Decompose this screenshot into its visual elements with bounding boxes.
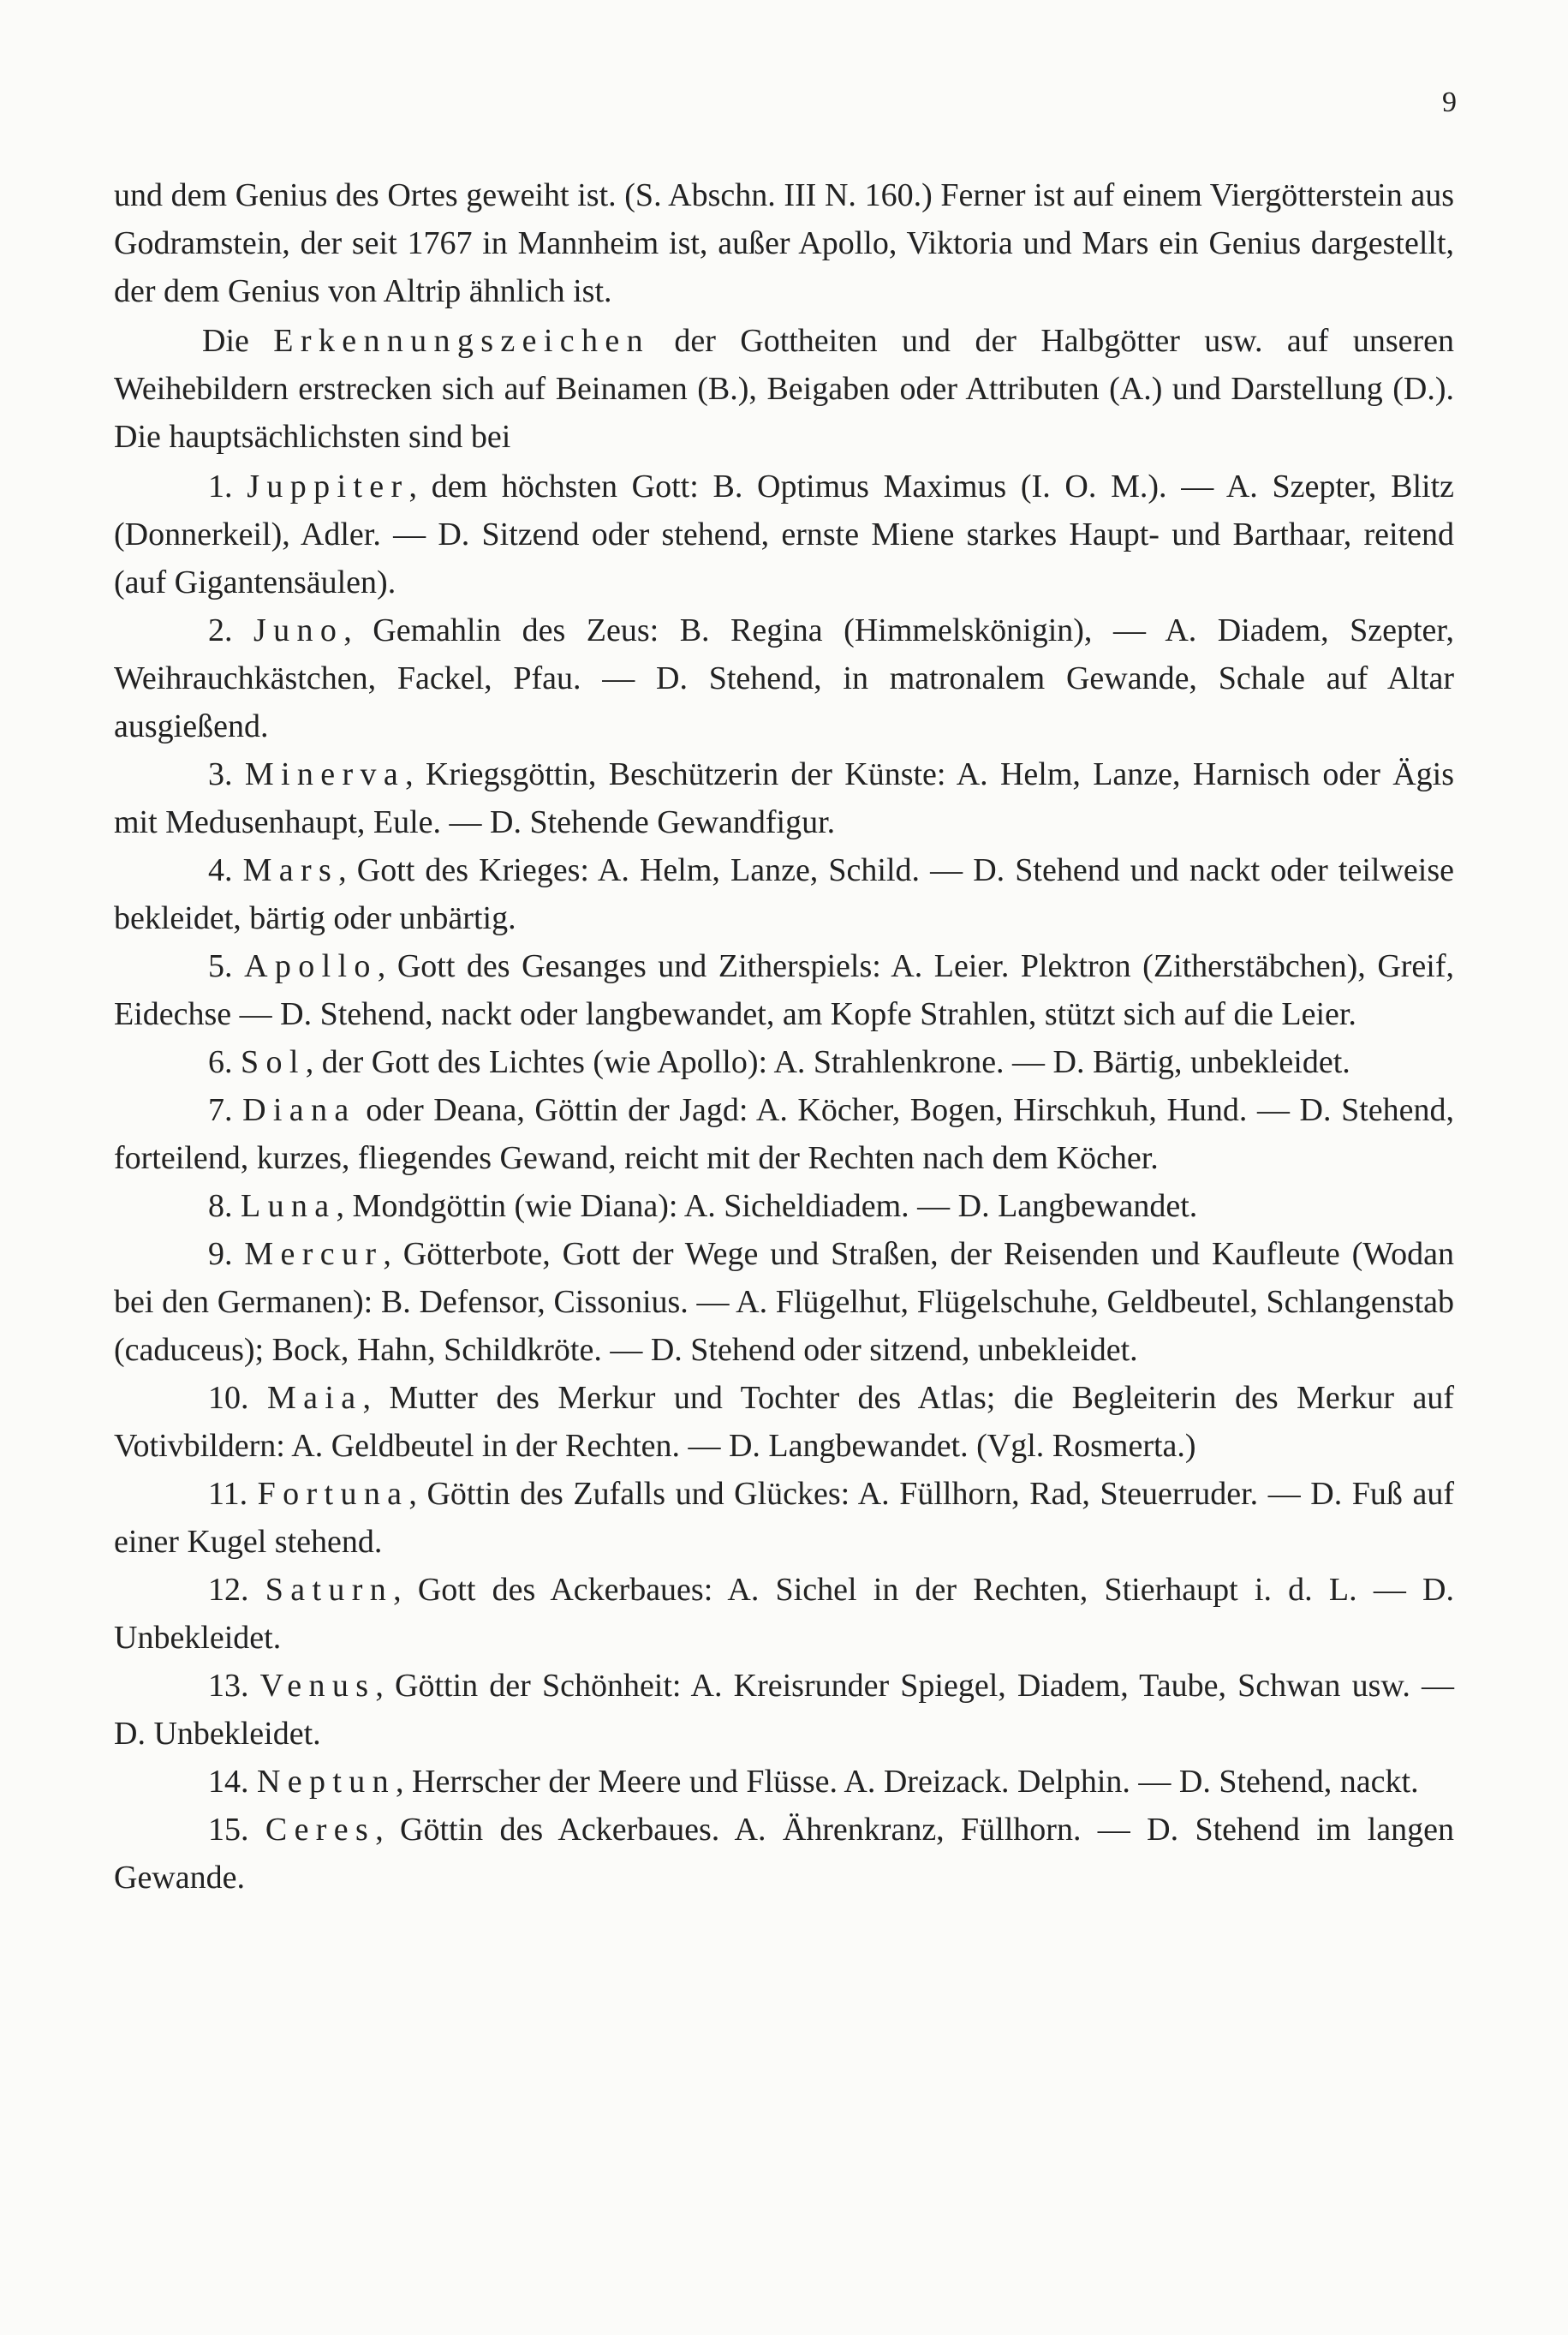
deity-entry — [114, 1566, 1454, 1662]
deity-name: Juno — [253, 612, 344, 648]
deity-entry — [114, 942, 1454, 1038]
deity-entry — [114, 1230, 1454, 1374]
entry-number: 14. — [208, 1764, 249, 1800]
deity-name: Diana — [242, 1092, 356, 1128]
deity-description: , Gott des Gesanges und Zitherspiels: A. Leier. Plektron (Zitherstäbchen), Greif, Eidechse — D. Stehend, nackt oder langbewandet, am Kopfe Strahlen, stützt sich auf die Leier. — [114, 948, 1455, 1032]
deity-name: Juppiter — [247, 469, 409, 505]
deity-name: Sol — [241, 1044, 306, 1080]
entry-number: 12. — [208, 1572, 249, 1608]
entry-number: 4. — [208, 852, 233, 888]
deity-name: Luna — [241, 1188, 337, 1224]
deity-entry — [114, 1758, 1454, 1806]
entry-number: 10. — [208, 1380, 249, 1416]
deity-entry — [114, 463, 1454, 606]
deity-name: Fortuna — [257, 1476, 409, 1512]
deity-entry — [114, 1662, 1454, 1758]
intro-lead: Die — [202, 323, 274, 359]
deity-description: , Gott des Ackerbaues: A. Sichel in der Rechten, Stierhaupt i. d. L. — D. Unbekleidet. — [114, 1572, 1454, 1656]
deity-name: Minerva — [244, 756, 406, 792]
entry-number: 3. — [208, 756, 233, 792]
deity-description: , Götterbote, Gott der Wege und Straßen, der Reisenden und Kaufleute (Wodan bei den Germanen): B. Defensor, Cissonius. — A. Flügelhut, Flügelschuhe, Geldbeutel, Schlangenstab (caduceus); Bock, Hahn, Schildkröte. — D. Stehend oder sitzend, unbekleidet. — [114, 1236, 1454, 1368]
deity-entry — [114, 1374, 1454, 1470]
entry-number: 5. — [208, 948, 233, 984]
deity-entry — [114, 1086, 1454, 1182]
deity-name: Mars — [242, 852, 339, 888]
keyword-erkennungszeichen: Erkennungszeichen — [273, 323, 650, 359]
deity-entry — [114, 1182, 1454, 1230]
page-body — [114, 171, 1454, 1902]
deity-name: Neptun — [257, 1764, 396, 1800]
entry-number: 11. — [208, 1476, 248, 1512]
deity-description: , Gemahlin des Zeus: B. Regina (Himmelskönigin), — A. Diadem, Szepter, Weihrauchkästchen, Fackel, Pfau. — D. Stehend, in matronalem Gewande, Schale auf Altar ausgießend. — [114, 612, 1455, 744]
deity-entry — [114, 1806, 1454, 1902]
entry-number: 2. — [208, 612, 233, 648]
deity-entry — [114, 750, 1454, 846]
entry-number: 15. — [208, 1812, 249, 1848]
deity-name: Venus — [259, 1668, 376, 1704]
deity-entry — [114, 1470, 1454, 1566]
entry-number: 13. — [208, 1668, 249, 1704]
intro-paragraph: und dem Genius des Ortes geweiht ist. (S. Abschn. III N. 160.) Ferner ist auf einem Viergötterstein aus Godramstein, der seit 1767 in Mannheim ist, außer Apollo, Viktoria und Mars ein Genius dargestellt, der dem Genius von Altrip ähnlich ist. — [114, 177, 1454, 309]
deity-name: Mercur — [244, 1236, 384, 1272]
deity-description: , dem höchsten Gott: B. Optimus Maximus (I. O. M.). — A. Szepter, Blitz (Donnerkeil), Adler. — D. Sitzend oder stehend, ernste Miene starkes Haupt- und Barthaar, reitend (auf Gigantensäulen). — [114, 469, 1455, 600]
deity-name: Saturn — [265, 1572, 394, 1608]
deity-description: oder Deana, Göttin der Jagd: A. Köcher, Bogen, Hirschkuh, Hund. — D. Stehend, forteilend, kurzes, fliegendes Gewand, reicht mit der Rechten nach dem Köcher. — [114, 1092, 1454, 1176]
deity-entry — [114, 1038, 1454, 1086]
deity-entry — [114, 606, 1454, 750]
entry-number: 1. — [208, 469, 233, 505]
attributes-intro-paragraph — [114, 317, 1454, 461]
deity-name: Ceres — [265, 1812, 376, 1848]
deity-description: , Mondgöttin (wie Diana): A. Sicheldiadem. — D. Langbewandet. — [336, 1188, 1198, 1224]
deity-description: , Mutter des Merkur und Tochter des Atlas; die Begleiterin des Merkur auf Votivbildern: A. Geldbeutel in der Rechten. — D. Langbewandet. (Vgl. Rosmerta.) — [114, 1380, 1454, 1464]
deity-description: , Kriegsgöttin, Beschützerin der Künste: A. Helm, Lanze, Harnisch oder Ägis mit Medusenhaupt, Eule. — D. Stehende Gewandfigur. — [114, 756, 1454, 840]
deity-description: , Göttin der Schönheit: A. Kreisrunder Spiegel, Diadem, Taube, Schwan usw. — D. Unbekleidet. — [114, 1668, 1454, 1752]
deity-description: , Gott des Krieges: A. Helm, Lanze, Schild. — D. Stehend und nackt oder teilweise bekleidet, bärtig oder unbärtig. — [114, 852, 1454, 936]
deity-name: Maia — [266, 1380, 363, 1416]
deity-description: , Göttin des Ackerbaues. A. Ährenkranz, Füllhorn. — D. Stehend im langen Gewande. — [114, 1812, 1454, 1896]
deity-list — [114, 463, 1454, 1902]
entry-number: 6. — [208, 1044, 233, 1080]
deity-description: , Herrscher der Meere und Flüsse. A. Dreizack. Delphin. — D. Stehend, nackt. — [396, 1764, 1419, 1800]
entry-number: 9. — [208, 1236, 233, 1272]
entry-number: 8. — [208, 1188, 233, 1224]
deity-description: , Göttin des Zufalls und Glückes: A. Füllhorn, Rad, Steuerruder. — D. Fuß auf einer Kugel stehend. — [114, 1476, 1455, 1560]
intro-rest: der Gottheiten und der Halbgötter usw. auf unseren Weihebildern erstrecken sich auf Beinamen (B.), Beigaben oder Attributen (A.) und Darstellung (D.). Die hauptsächlichsten sind bei — [114, 323, 1454, 455]
deity-entry — [114, 846, 1454, 942]
deity-name: Apollo — [244, 948, 378, 984]
page-number: 9 — [1442, 87, 1457, 118]
deity-description: , der Gott des Lichtes (wie Apollo): A. Strahlenkrone. — D. Bärtig, unbekleidet. — [305, 1044, 1350, 1080]
entry-number: 7. — [208, 1092, 233, 1128]
